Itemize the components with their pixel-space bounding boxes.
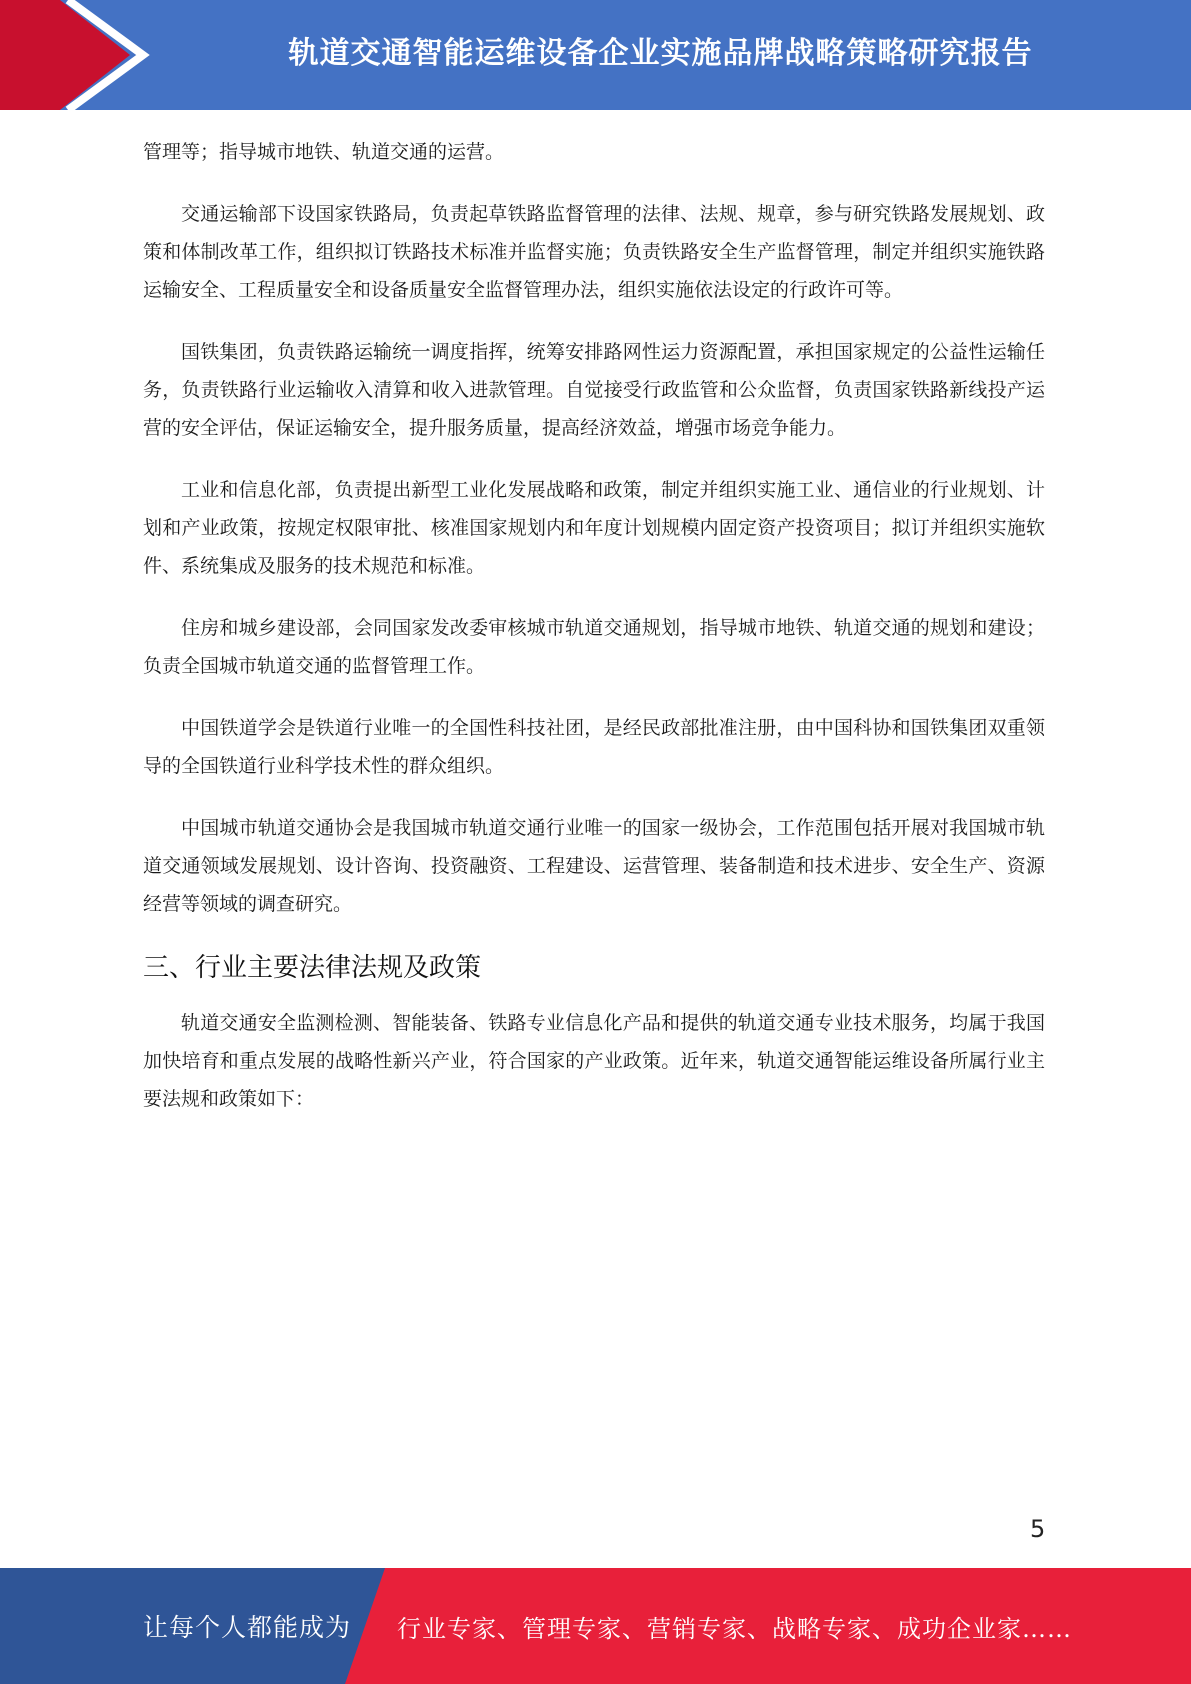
paragraph-urban-rail-association: 中国城市轨道交通协会是我国城市轨道交通行业唯一的国家一级协会，工作范围包括开展对我国城市轨道交通领域发展规划、设计咨询、投资融资、工程建设、运营管理、装备制造和技术进步、安全生产、资源经营等领域的调查研究。 (143, 817, 1045, 915)
footer-slogan-left: 让每个人都能成为 (143, 1613, 352, 1642)
paragraph-railway-society: 中国铁道学会是铁道行业唯一的全国性科技社团，是经民政部批准注册，由中国科协和国铁集团双重领导的全国铁道行业科学技术性的群众组织。 (143, 717, 1045, 777)
page-number: 5 (1030, 1515, 1046, 1543)
header-red-chevron (0, 0, 130, 110)
paragraph-mohurd: 住房和城乡建设部，会同国家发改委审核城市轨道交通规划，指导城市地铁、轨道交通的规划和建设；负责全国城市轨道交通的监督管理工作。 (143, 617, 1045, 677)
footer-slogan-right: 行业专家、管理专家、营销专家、战略专家、成功企业家…… (397, 1614, 1072, 1643)
document-body (143, 133, 1045, 1142)
paragraph-miit: 工业和信息化部，负责提出新型工业化发展战略和政策，制定并组织实施工业、通信业的行业规划、计划和产业政策，按规定权限审批、核准国家规划内和年度计划规模内固定资产投资项目；拟订并组织实施软件、系统集成及服务的技术规范和标准。 (143, 479, 1045, 577)
page-header (0, 0, 1191, 110)
paragraph-china-railway-group: 国铁集团，负责铁路运输统一调度指挥，统筹安排路网性运力资源配置，承担国家规定的公益性运输任务，负责铁路行业运输收入清算和收入进款管理。自觉接受行政监管和公众监督，负责国家铁路新线投产运营的安全评估，保证运输安全，提升服务质量，提高经济效益，增强市场竞争能力。 (143, 341, 1045, 439)
section-heading: 三、行业主要法律法规及政策 (143, 953, 482, 983)
paragraph-continuation: 管理等；指导城市地铁、轨道交通的运营。 (143, 141, 505, 163)
paragraph-railway-bureau: 交通运输部下设国家铁路局，负责起草铁路监督管理的法律、法规、规章，参与研究铁路发展规划、政策和体制改革工作，组织拟订铁路技术标准并监督实施；负责铁路安全生产监督管理，制定并组织实施铁路运输安全、工程质量安全和设备质量安全监督管理办法，组织实施依法设定的行政许可等。 (143, 203, 1045, 301)
header-title: 轨道交通智能运维设备企业实施品牌战略策略研究报告 (288, 36, 1033, 71)
page-footer (0, 1568, 1191, 1684)
paragraph-policies-intro: 轨道交通安全监测检测、智能装备、铁路专业信息化产品和提供的轨道交通专业技术服务，均属于我国加快培育和重点发展的战略性新兴产业，符合国家的产业政策。近年来，轨道交通智能运维设备所属行业主要法规和政策如下： (143, 1012, 1045, 1110)
